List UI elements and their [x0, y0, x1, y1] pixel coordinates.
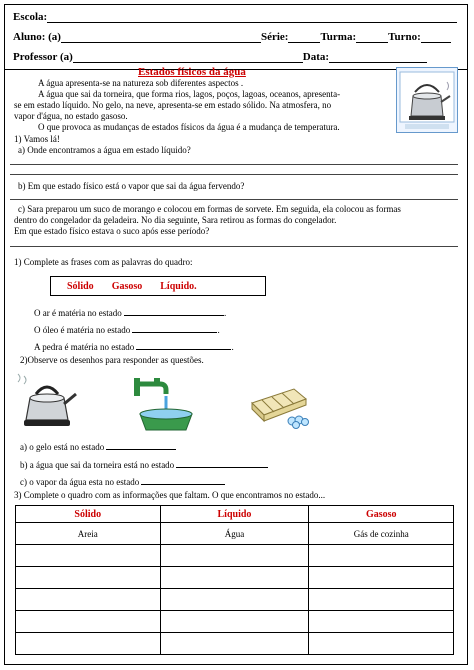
- observe-item-a: [20, 440, 176, 453]
- kettle-icon: [14, 372, 80, 432]
- school-label: Escola:: [13, 11, 48, 23]
- grade-field[interactable]: [288, 32, 320, 43]
- q1a-answer-line-1[interactable]: [10, 164, 458, 165]
- table-heading: 3) Complete o quadro com as informações que faltam. O que encontramos no estado...: [14, 490, 326, 500]
- q1b-answer-line[interactable]: [10, 199, 458, 200]
- kettle-icon: [397, 68, 457, 132]
- school-field[interactable]: [47, 12, 457, 23]
- shift-label: Turno:: [388, 31, 421, 43]
- ice-tray-icon: [248, 383, 316, 431]
- table-header-liquido: Líquido: [160, 506, 309, 523]
- table-row: [16, 589, 454, 611]
- table-cell[interactable]: [16, 567, 161, 589]
- states-table: [15, 505, 454, 655]
- table-row: [16, 633, 454, 655]
- school-row: [13, 11, 457, 23]
- intro-line-5: O que provoca as mudanças de estados físicos da água é a mudança de temperatura.: [38, 122, 340, 132]
- teacher-label: Professor (a): [13, 51, 73, 63]
- q1a-text: a) Onde encontramos a água em estado líquido?: [18, 145, 191, 155]
- intro-line-1: A água apresenta-se na natureza sob diferentes aspectos .: [38, 78, 244, 88]
- q1c-line-1: c) Sara preparou um suco de morango e colocou em formas de sorvete. Em seguida, ela colocou as formas: [18, 204, 401, 214]
- class-field[interactable]: [356, 32, 388, 43]
- sentence-3: A pedra é matéria no estado .: [34, 342, 234, 352]
- table-row: [16, 545, 454, 567]
- table-cell[interactable]: [309, 545, 454, 567]
- class-label: Turma:: [320, 31, 357, 43]
- table-cell: Água: [160, 523, 309, 545]
- q1c-line-2: dentro do congelador da geladeira. No dia seguinte, Sara retirou as formas do congelador.: [14, 215, 337, 225]
- intro-line-2: A água que sai da torneira, que forma rios, lagos, poços, lagoas, oceanos, apresenta-: [38, 89, 341, 99]
- kettle-picture: [396, 67, 458, 133]
- table-header-solido: Sólido: [16, 506, 161, 523]
- table-cell[interactable]: [16, 611, 161, 633]
- student-field[interactable]: [61, 32, 261, 43]
- table-header-row: [16, 506, 454, 523]
- date-label: Data:: [302, 51, 330, 63]
- complete-heading: 1) Complete as frases com as palavras do quadro:: [14, 257, 193, 267]
- word-bank: [50, 276, 266, 296]
- worksheet-title: Estados físicos da água: [138, 66, 246, 78]
- table-header-gasoso: Gasoso: [309, 506, 454, 523]
- worksheet-header: [4, 4, 468, 70]
- table-cell[interactable]: [160, 545, 309, 567]
- table-cell[interactable]: [309, 589, 454, 611]
- table-cell[interactable]: [160, 589, 309, 611]
- table-cell[interactable]: [160, 611, 309, 633]
- teacher-field[interactable]: [73, 52, 303, 63]
- sentence-2-text: O óleo é matéria no estado: [34, 325, 131, 335]
- sentence-1-blank[interactable]: [124, 306, 224, 316]
- table-cell[interactable]: [160, 633, 309, 655]
- table-cell[interactable]: [16, 545, 161, 567]
- sentence-2-blank[interactable]: [132, 323, 217, 333]
- faucet-basin-icon: [132, 376, 196, 434]
- table-row: [16, 611, 454, 633]
- q1-heading: 1) Vamos lá!: [14, 134, 60, 144]
- sentence-3-blank[interactable]: [136, 340, 231, 350]
- observe-item-b-blank[interactable]: [176, 458, 268, 468]
- observe-item-c-blank[interactable]: [141, 475, 225, 485]
- table-cell: Areia: [16, 523, 161, 545]
- word-solido: Sólido: [67, 280, 94, 292]
- observe-item-a-text: a) o gelo está no estado: [20, 442, 105, 452]
- table-row: [16, 567, 454, 589]
- q1c-answer-line[interactable]: [10, 246, 458, 247]
- table-cell: Gás de cozinha: [309, 523, 454, 545]
- intro-line-3: se em estado líquido. No gelo, na neve, apresenta-se em estado sólido. Na atmosfera, no: [14, 100, 332, 110]
- observe-heading: 2)Observe os desenhos para responder as questões.: [20, 355, 204, 365]
- word-liquido: Líquido.: [160, 280, 197, 292]
- table-cell[interactable]: [309, 633, 454, 655]
- observe-item-c-text: c) o vapor da água esta no estado: [20, 477, 140, 487]
- q1c-line-3: Em que estado físico estava o suco após esse período?: [14, 226, 210, 236]
- q1b-text: b) Em que estado físico está o vapor que sai da água fervendo?: [18, 181, 245, 191]
- table-cell[interactable]: [160, 567, 309, 589]
- sentence-3-text: A pedra é matéria no estado: [34, 342, 135, 352]
- observe-item-b-text: b) a água que sai da torneira está no estado: [20, 460, 175, 470]
- student-row: [13, 31, 451, 43]
- word-gasoso: Gasoso: [111, 280, 143, 292]
- observe-item-a-blank[interactable]: [106, 440, 176, 450]
- grade-label: Série:: [260, 31, 289, 43]
- date-field[interactable]: [329, 52, 427, 63]
- table-row: [16, 523, 454, 545]
- table-cell[interactable]: [16, 633, 161, 655]
- sentence-1: O ar é matéria no estado .: [34, 308, 227, 318]
- student-label: Aluno: (a): [13, 31, 61, 43]
- sentence-2: O óleo é matéria no estado .: [34, 325, 220, 335]
- sentence-1-text: O ar é matéria no estado: [34, 308, 122, 318]
- teacher-row: [13, 51, 427, 63]
- observe-item-b: [20, 458, 268, 471]
- table-cell[interactable]: [309, 567, 454, 589]
- q1a-answer-line-2[interactable]: [10, 174, 458, 175]
- shift-field[interactable]: [421, 32, 451, 43]
- observe-item-c: [20, 475, 225, 488]
- table-cell[interactable]: [16, 589, 161, 611]
- intro-line-4: vapor d'água, no estado gasoso.: [14, 111, 128, 121]
- table-cell[interactable]: [309, 611, 454, 633]
